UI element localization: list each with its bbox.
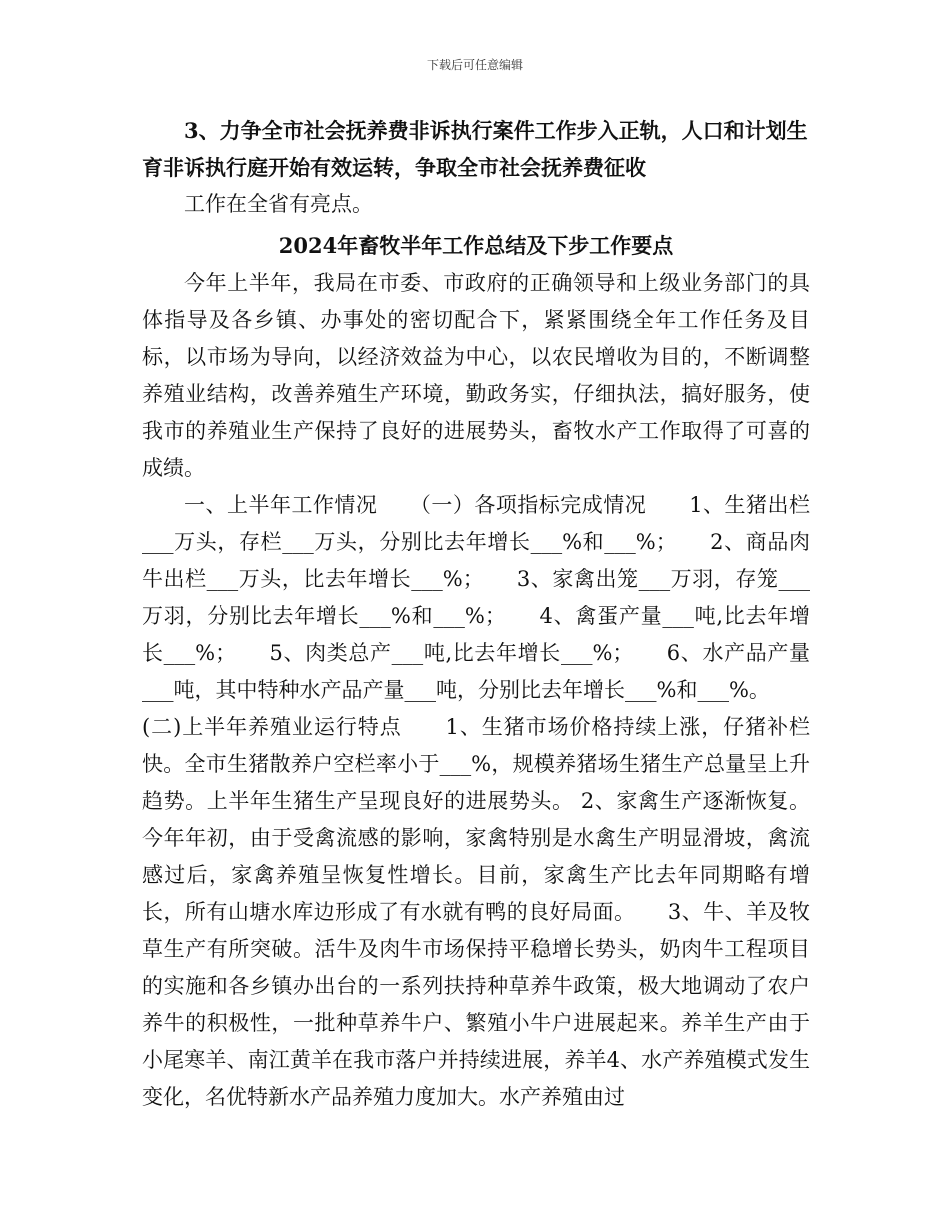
document-body	[142, 112, 810, 1116]
operation-features-paragraph: (二)上半年养殖业运行特点 1、生猪市场价格持续上涨，仔猪补栏快。全市生猪散养户空栏率小于___%，规模养猪场生猪生产总量呈上升趋势。上半年生猪生产呈现良好的进展势头。 2、家禽生产逐渐恢复。今年年初，由于受禽流感的影响，家禽特别是水禽生产明显滑坡，禽流感过后，家禽养殖呈恢复性增长。目前，家禽生产比去年同期略有增长，所有山塘水库边形成了有水就有鸭的良好局面。 3、牛、羊及牧草生产有所突破。活牛及肉牛市场保持平稳增长势头，奶肉牛工程项目的实施和各乡镇办出台的一系列扶持种草养牛政策，极大地调动了农户养牛的积极性，一批种草养牛户、繁殖小牛户进展起来。养羊生产由于小尾寒羊、南江黄羊在我市落户并持续进展，养羊4、水产养殖模式发生变化，名优特新水产品养殖力度加大。水产养殖由过	[142, 715, 810, 1109]
document-title: 2024年畜牧半年工作总结及下步工作要点	[278, 233, 674, 258]
work-status-paragraph: 一、上半年工作情况 （一）各项指标完成情况 1、生猪出栏___万头，存栏___万头，分别比去年增长___%和___%； 2、商品肉牛出栏___万头，比去年增长___%； 3、家禽出笼___万羽，存笼___万羽，分别比去年增长___%和___%； 4、禽蛋产量___吨,比去年增长___%； 5、肉类总产___吨,比去年增长___%； 6、水产品产量___吨，其中特种水产品产量___吨，分别比去年增长___%和___%。	[142, 493, 810, 702]
header-note: 下载后可任意编辑	[426, 58, 523, 72]
intro-paragraph: 今年上半年，我局在市委、市政府的正确领导和上级业务部门的具体指导及各乡镇、办事处的密切配合下，紧紧围绕全年工作任务及目标，以市场为导向，以经济效益为中心，以农民增收为目的，不断调整养殖业结构，改善养殖生产环境，勤政务实，仔细执法，搞好服务，使我市的养殖业生产保持了良好的进展势头，畜牧水产工作取得了可喜的成绩。	[142, 271, 810, 480]
item-3-continuation: 工作在全省有亮点。	[184, 192, 373, 216]
item-3-paragraph: 3、力争全市社会抚养费非诉执行案件工作步入正轨，人口和计划生育非诉执行庭开始有效运转，争取全市社会抚养费征收	[142, 118, 808, 180]
